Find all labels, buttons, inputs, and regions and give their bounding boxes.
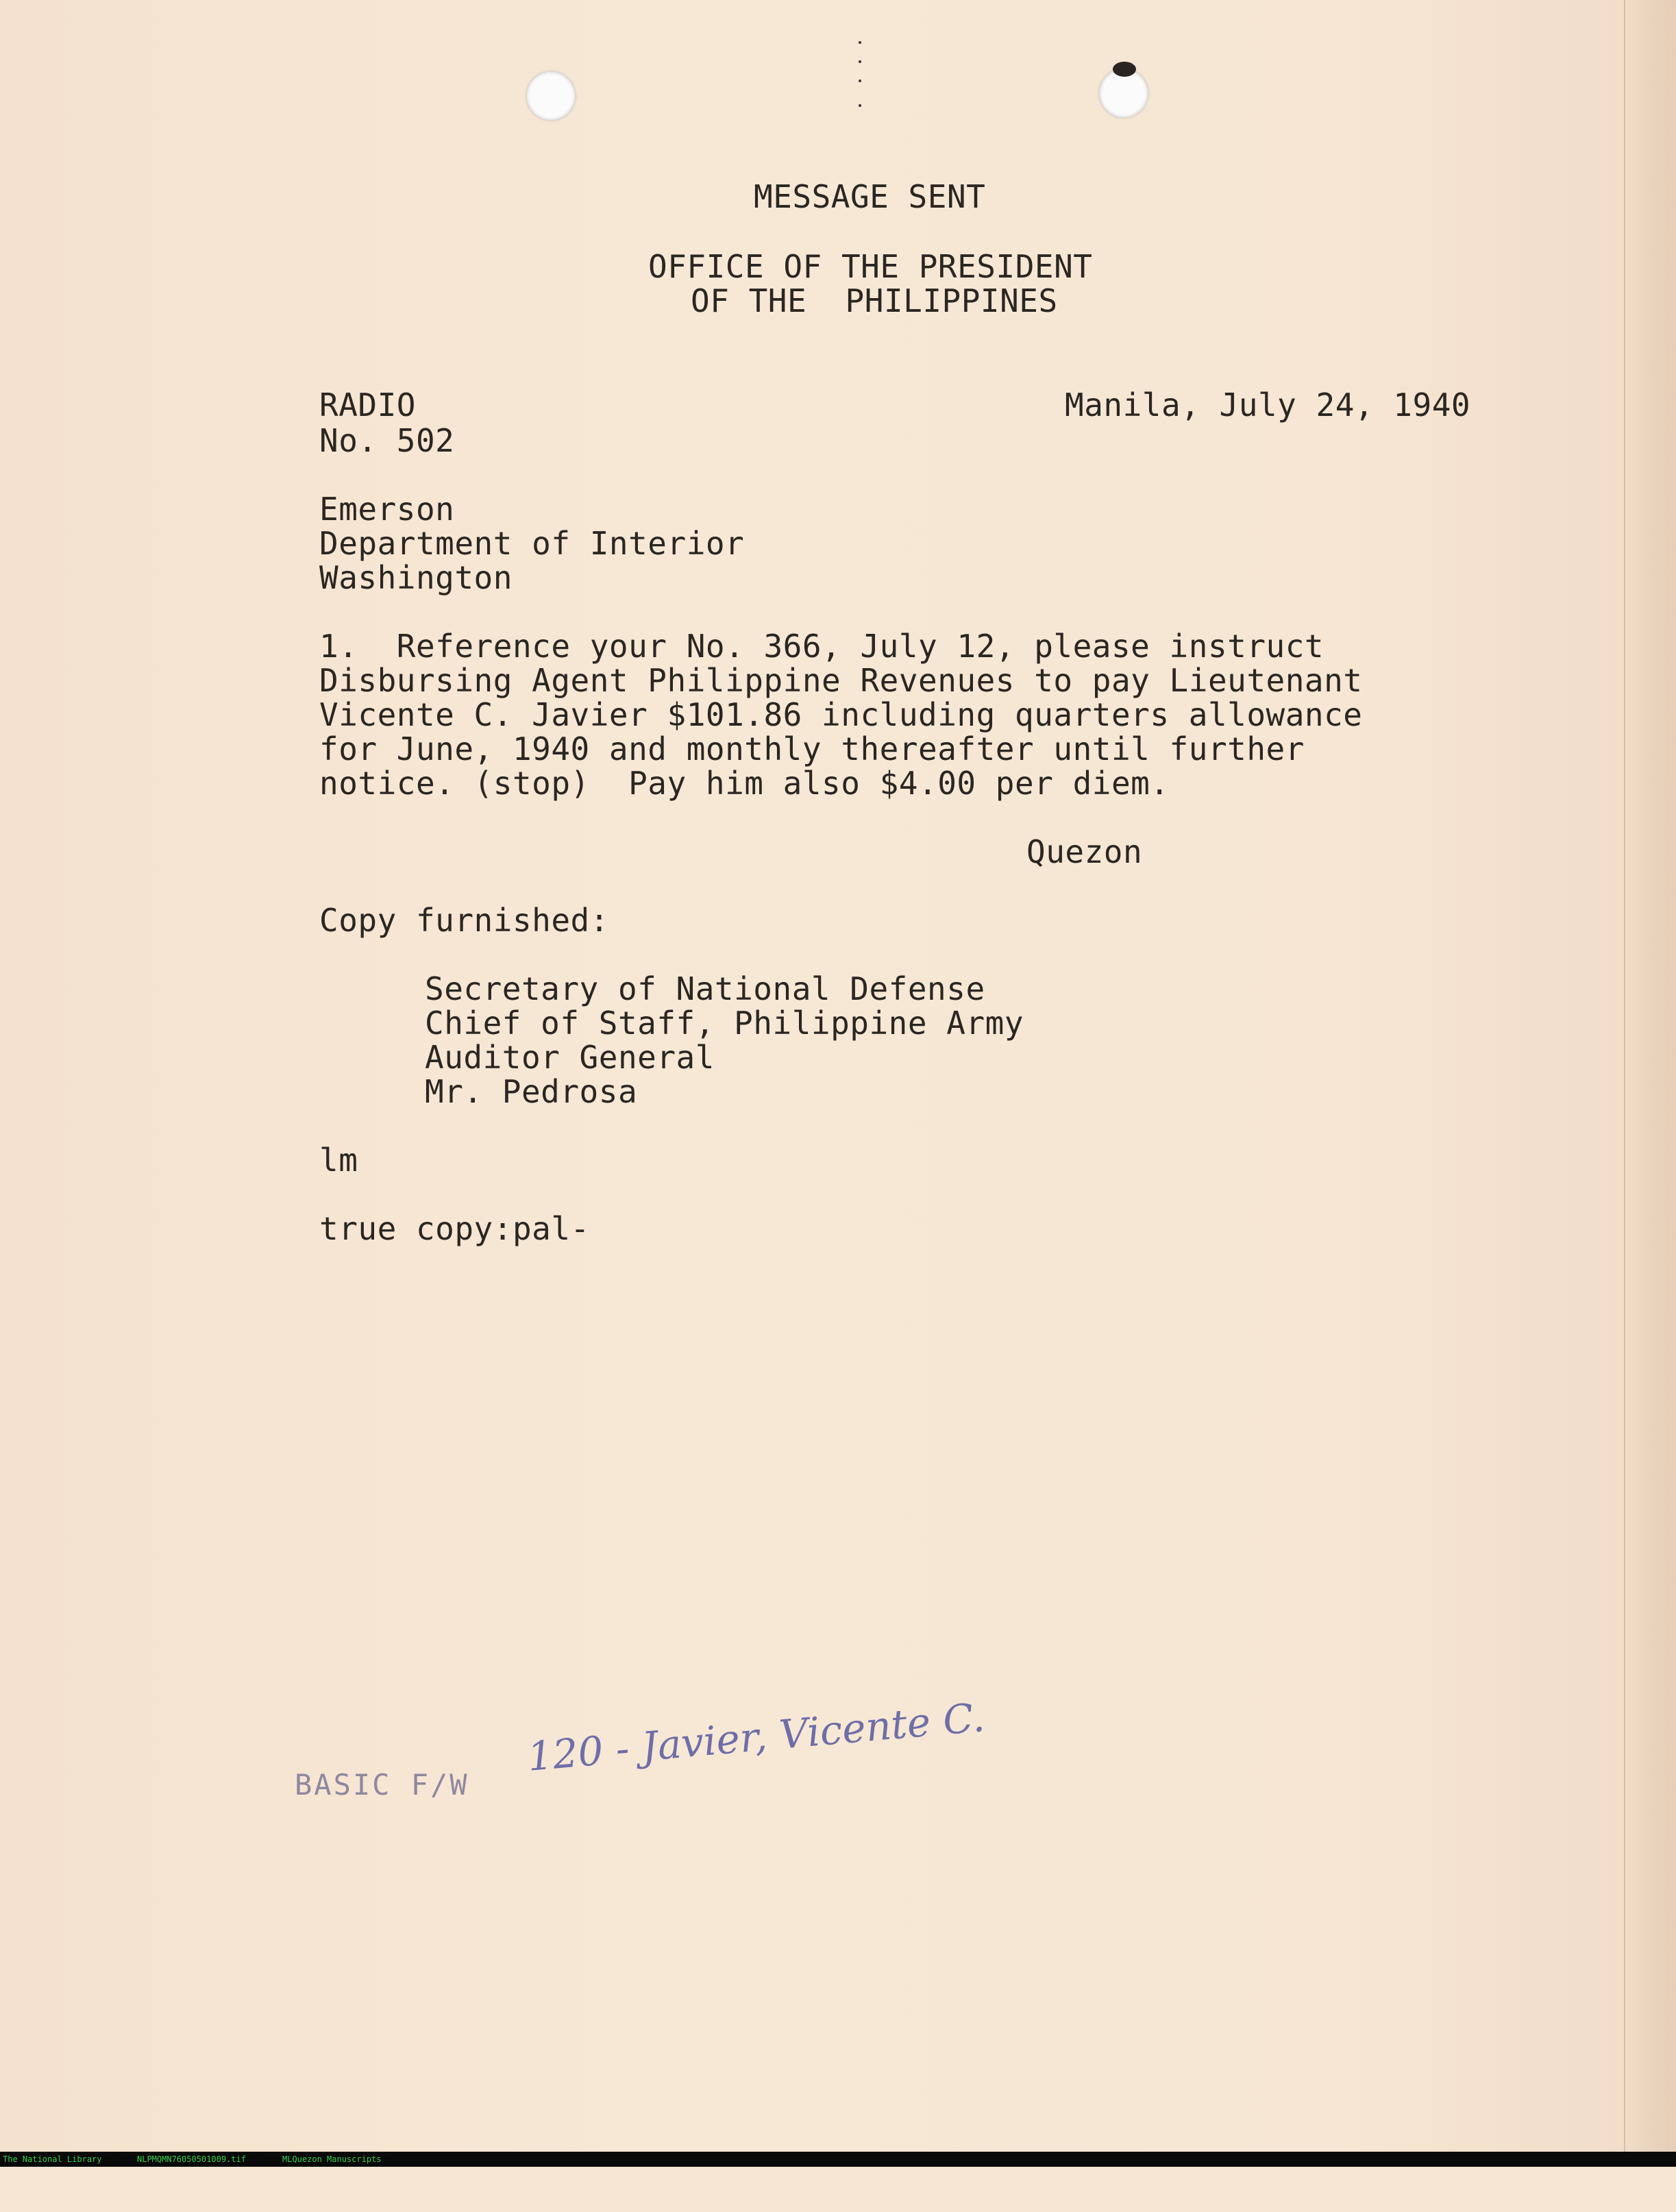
body-line: Vicente C. Javier $101.86 including quarters allowance [319,696,1363,733]
radio-number: No. 502 [319,422,455,459]
copy-recipient: Mr. Pedrosa [425,1073,638,1110]
body-line: for June, 1940 and monthly thereafter until further [319,730,1305,767]
footer-library: The National Library [3,2154,102,2164]
basic-file-stamp: BASIC F/W [295,1768,469,1802]
copy-recipient: Secretary of National Defense [425,970,985,1007]
document-title: MESSAGE SENT [754,178,986,215]
punch-hole-right [1099,69,1148,118]
office-line-1: OFFICE OF THE PRESIDENT [648,248,1093,285]
body-line: 1. Reference your No. 366, July 12, please instruct [319,628,1324,665]
scan-footer [0,2152,1676,2167]
signature: Quezon [1026,833,1143,870]
copy-recipient: Auditor General [425,1039,715,1076]
body-line: Disbursing Agent Philippine Revenues to pay Lieutenant [319,662,1363,699]
footer-collection: MLQuezon Manuscripts [282,2154,382,2164]
office-line-2: OF THE PHILIPPINES [691,282,1058,319]
typist-initials: lm [319,1142,358,1179]
radio-label: RADIO [319,386,416,423]
copy-furnished-label: Copy furnished: [319,902,609,939]
place-date: Manila, July 24, 1940 [1065,386,1471,423]
footer-file: NLPMQMN76050501009.tif [137,2154,246,2164]
addressee-city: Washington [319,559,513,596]
punch-hole-left [526,71,576,121]
copy-recipient: Chief of Staff, Philippine Army [425,1005,1024,1042]
true-copy-note: true copy:pal- [319,1210,590,1247]
ink-specks [859,41,861,110]
addressee-name: Emerson [319,491,455,528]
addressee-department: Department of Interior [319,525,745,562]
handwritten-note: 120 - Javier, Vicente C. [526,1693,987,1780]
body-line: notice. (stop) Pay him also $4.00 per diem. [319,765,1170,802]
paper-edge [1624,0,1676,2152]
